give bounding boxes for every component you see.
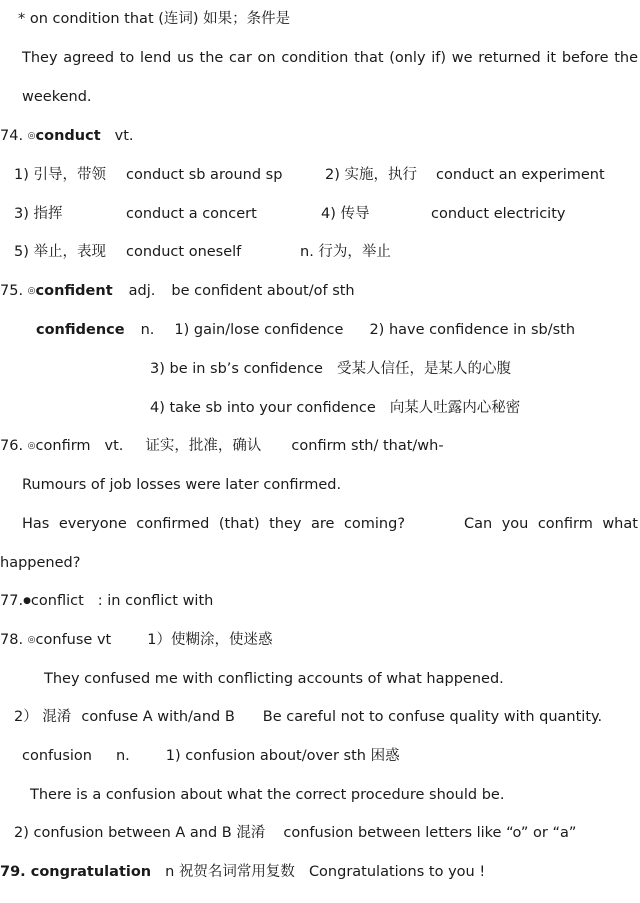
entry-79-heading: 79. congratulation n 祝贺名词常用复数 Congratulations to you ! [0,864,486,880]
example-rumours: Rumours of job losses were later confirmed. [22,477,342,493]
example-confusion: There is a confusion about what the correct procedure should be. [30,787,505,803]
phrase-74-1: conduct sb around sp [126,167,283,183]
circle-mark-icon: ◎ [27,635,36,645]
entry-76-heading: 76. ◎confirm vt. 证实，批准，确认 confirm sth/ that/wh- [0,438,444,454]
example-confirmed: Has everyone confirmed (that) they are coming? Can you confirm what [22,516,638,532]
entry-77-heading: 77.●conflict : in conflict with [0,593,214,609]
phrase-74-4: conduct electricity [431,206,566,222]
phrase-74-5: conduct oneself [126,244,242,260]
example-confused: They confused me with conflicting accounts of what happened. [44,671,504,687]
circle-mark-icon: ◎ [27,441,36,451]
line-on-condition: * on condition that (连词) 如果；条件是 [18,11,291,27]
sense-74-2: 2) 实施，执行 [325,167,417,183]
entry-75-noun: confidence n. 1) gain/lose confidence 2) have confidence in sb/sth [36,322,576,338]
confidence-sense-3: 3) be in sb’s confidence 受某人信任，是某人的心腹 [150,361,511,377]
entry-78-heading: 78. ◎confuse vt 1）使糊涂，使迷惑 [0,632,273,648]
circle-mark-icon: ◎ [27,286,36,296]
sense-74-noun: n. 行为，举止 [300,244,391,260]
entry-75-heading: 75. ◎confident adj. be confident about/of sth [0,283,355,299]
dot-mark-icon: ● [23,596,31,606]
example-confirmed-cont: happened? [0,555,81,571]
sense-74-1: 1) 引导，带领 [14,167,106,183]
entry-74-heading: 74. ◎conduct vt. [0,128,134,144]
example-lend-car: They agreed to lend us the car on condition that (only if) we returned it before the [22,50,638,66]
confidence-sense-4: 4) take sb into your confidence 向某人吐露内心秘密 [150,400,521,416]
sense-74-4: 4) 传导 [321,206,370,222]
sense-74-3: 3) 指挥 [14,206,63,222]
sense-74-5: 5) 举止，表现 [14,244,106,260]
example-lend-car-cont: weekend. [22,89,92,105]
confusion-heading: confusion n. 1) confusion about/over sth 困惑 [22,748,400,764]
confuse-sense-2: 2） 混淆 confuse A with/and B Be careful not to confuse quality with quantity. [14,709,603,725]
phrase-74-2: conduct an experiment [436,167,605,183]
phrase-74-3: conduct a concert [126,206,257,222]
circle-mark-icon: ◎ [27,131,36,141]
confusion-sense-2: 2) confusion between A and B 混淆 confusion between letters like “o” or “a” [14,825,577,841]
